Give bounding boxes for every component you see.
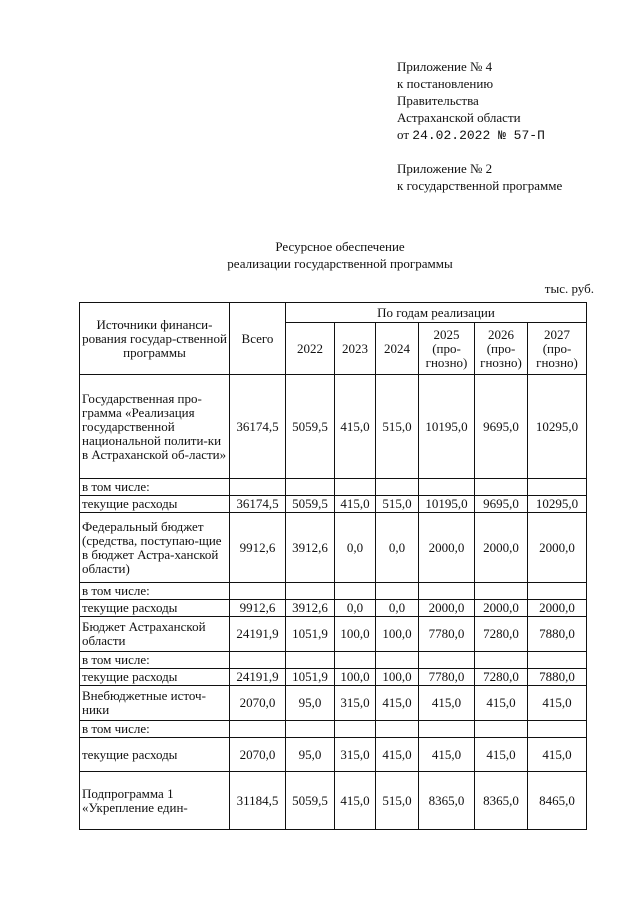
row-year-value [475,583,528,600]
row-total-value: 9912,6 [230,600,286,617]
table-row [80,600,587,617]
row-year-value: 2000,0 [419,600,475,617]
row-year-value: 7780,0 [419,617,475,652]
table-row [80,738,587,772]
row-total-value [230,479,286,496]
row-year-value: 515,0 [376,496,419,513]
row-year-value [376,583,419,600]
table-row [80,617,587,652]
row-year-value [419,721,475,738]
row-year-value: 415,0 [376,738,419,772]
row-year-value: 315,0 [335,686,376,721]
row-year-value [335,721,376,738]
row-year-value: 2000,0 [475,513,528,583]
row-year-value [286,583,335,600]
row-year-value: 10195,0 [419,496,475,513]
table-body [80,375,587,830]
row-year-value: 315,0 [335,738,376,772]
row-year-value [528,652,587,669]
row-total-value [230,721,286,738]
row-year-value [419,583,475,600]
row-year-value: 7280,0 [475,617,528,652]
row-total-value: 2070,0 [230,686,286,721]
date-prefix: от [397,127,410,142]
row-year-value: 5059,5 [286,772,335,830]
row-total-value: 31184,5 [230,772,286,830]
row-year-value: 0,0 [335,513,376,583]
table-row [80,669,587,686]
header-year: 2022 [286,323,335,375]
row-source-name: в том числе: [80,721,230,738]
row-year-value: 2000,0 [475,600,528,617]
row-year-value [335,479,376,496]
header-year: 2023 [335,323,376,375]
row-year-value: 3912,6 [286,600,335,617]
row-year-value [335,652,376,669]
row-year-value: 415,0 [528,686,587,721]
row-year-value: 2000,0 [419,513,475,583]
row-year-value: 415,0 [475,738,528,772]
row-year-value [286,479,335,496]
row-source-name: текущие расходы [80,669,230,686]
row-year-value: 415,0 [335,496,376,513]
row-year-value: 100,0 [376,617,419,652]
table-row [80,375,587,479]
row-year-value [376,652,419,669]
row-source-name: в том числе: [80,652,230,669]
table-row [80,513,587,583]
row-year-value [475,652,528,669]
row-year-value: 7880,0 [528,617,587,652]
row-year-value: 415,0 [419,686,475,721]
header-year: 2026 (про-гнозно) [475,323,528,375]
row-year-value: 415,0 [475,686,528,721]
row-year-value: 8365,0 [475,772,528,830]
row-source-name: Подпрограмма 1 «Укрепление един- [80,772,230,830]
row-year-value: 5059,5 [286,496,335,513]
row-year-value: 0,0 [376,513,419,583]
row-source-name: в том числе: [80,479,230,496]
row-source-name: в том числе: [80,583,230,600]
appendix-4-line1: Приложение № 4 [397,59,493,74]
table-row [80,496,587,513]
row-source-name: текущие расходы [80,738,230,772]
row-total-value: 36174,5 [230,496,286,513]
row-year-value [528,479,587,496]
appendix-4-line2: к постановлению [397,76,494,91]
row-year-value [335,583,376,600]
header-year: 2025 (про-гнозно) [419,323,475,375]
row-year-value: 100,0 [376,669,419,686]
table-row [80,583,587,600]
row-total-value: 2070,0 [230,738,286,772]
row-source-name: Внебюджетные источ-ники [80,686,230,721]
row-year-value [419,479,475,496]
row-year-value [286,721,335,738]
row-year-value: 415,0 [528,738,587,772]
units-label: тыс. руб. [544,281,594,296]
document-title-line1: Ресурсное обеспечение [275,239,405,254]
header-year: 2027 (про-гнозно) [528,323,587,375]
row-source-name: Государственная про-грамма «Реализация государственной национальной полити-ки в Астраханской об-ласти» [80,375,230,479]
row-year-value: 8465,0 [528,772,587,830]
row-year-value: 7280,0 [475,669,528,686]
row-year-value [475,721,528,738]
row-year-value [528,583,587,600]
row-total-value: 36174,5 [230,375,286,479]
appendix-4-line3: Правительства [397,93,479,108]
row-source-name: текущие расходы [80,600,230,617]
table-row [80,686,587,721]
row-year-value: 10195,0 [419,375,475,479]
table-header [80,303,587,375]
row-total-value [230,652,286,669]
row-year-value: 9695,0 [475,496,528,513]
table-row [80,479,587,496]
row-year-value: 7780,0 [419,669,475,686]
row-year-value: 95,0 [286,738,335,772]
header-year: 2024 [376,323,419,375]
header-by-years: По годам реализации [286,303,587,323]
row-year-value: 515,0 [376,772,419,830]
row-year-value: 10295,0 [528,496,587,513]
row-year-value: 100,0 [335,617,376,652]
row-year-value: 100,0 [335,669,376,686]
row-year-value: 3912,6 [286,513,335,583]
row-year-value: 0,0 [335,600,376,617]
row-year-value: 0,0 [376,600,419,617]
row-year-value: 415,0 [419,738,475,772]
table-row [80,652,587,669]
decree-stamp: 24.02.2022 № 57-П [412,128,545,143]
appendix-4-line4: Астраханской области [397,110,521,125]
row-year-value [286,652,335,669]
row-year-value: 415,0 [376,686,419,721]
row-year-value: 5059,5 [286,375,335,479]
appendix-2-line1: Приложение № 2 [397,161,493,176]
row-source-name: Бюджет Астраханской области [80,617,230,652]
row-total-value [230,583,286,600]
row-year-value: 8365,0 [419,772,475,830]
appendix-2-line2: к государственной программе [397,178,563,193]
row-year-value: 95,0 [286,686,335,721]
row-year-value: 515,0 [376,375,419,479]
row-year-value: 9695,0 [475,375,528,479]
row-year-value: 1051,9 [286,617,335,652]
table-row [80,721,587,738]
row-year-value: 415,0 [335,772,376,830]
document-title-line2: реализации государственной программы [227,256,453,271]
row-year-value: 2000,0 [528,600,587,617]
row-year-value: 7880,0 [528,669,587,686]
table-row [80,772,587,830]
row-year-value [475,479,528,496]
row-year-value [376,721,419,738]
row-year-value [376,479,419,496]
row-total-value: 24191,9 [230,617,286,652]
header-source: Источники финанси-рования государ-ственной программы [80,303,230,375]
row-source-name: текущие расходы [80,496,230,513]
row-year-value: 1051,9 [286,669,335,686]
appendix-4-block [397,58,545,144]
row-total-value: 24191,9 [230,669,286,686]
row-year-value: 2000,0 [528,513,587,583]
row-year-value [419,652,475,669]
header-total: Всего [230,303,286,375]
row-total-value: 9912,6 [230,513,286,583]
appendix-4-line5 [397,126,545,144]
resource-table [79,302,587,830]
row-year-value [528,721,587,738]
row-year-value: 10295,0 [528,375,587,479]
appendix-2-block [397,160,562,194]
row-year-value: 415,0 [335,375,376,479]
row-source-name: Федеральный бюджет (средства, поступаю-щие в бюджет Астра-ханской области) [80,513,230,583]
